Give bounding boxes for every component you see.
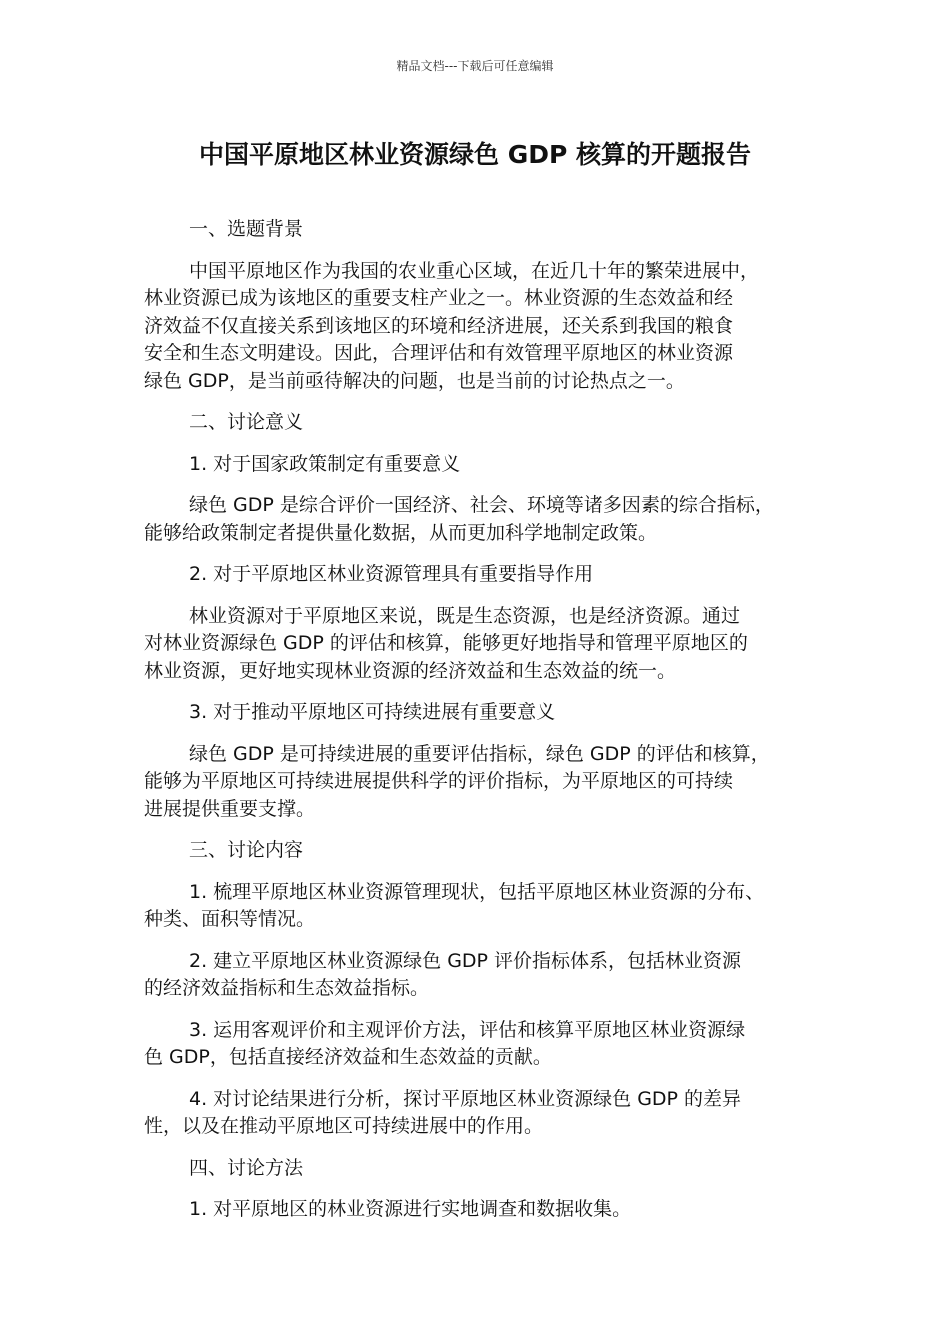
- section-heading-significance: 二、讨论意义: [189, 411, 304, 433]
- content-item-2: 2. 建立平原地区林业资源绿色 GDP 评价指标体系，包括林业资源 的经济效益指标和生态效益指标。: [144, 949, 742, 999]
- section-heading-content: 三、讨论内容: [189, 839, 304, 861]
- header-note: 精品文档---下载后可任意编辑: [396, 59, 554, 73]
- method-item-1: 1. 对平原地区的林业资源进行实地调查和数据收集。: [189, 1198, 632, 1220]
- content-item-4: 4. 对讨论结果进行分析，探讨平原地区林业资源绿色 GDP 的差异 性，以及在推动平原地区可持续进展中的作用。: [144, 1087, 742, 1137]
- content-item-1: 1. 梳理平原地区林业资源管理现状，包括平原地区林业资源的分布、 种类、面积等情况。: [144, 880, 765, 930]
- subheading-sustainability: 3. 对于推动平原地区可持续进展有重要意义: [189, 701, 556, 723]
- content-item-3: 3. 运用客观评价和主观评价方法，评估和核算平原地区林业资源绿 色 GDP，包括直接经济效益和生态效益的贡献。: [144, 1018, 746, 1068]
- paragraph-policy: 绿色 GDP 是综合评价一国经济、社会、环境等诸多因素的综合指标， 能够给政策制定者提供量化数据，从而更加科学地制定政策。: [144, 494, 774, 544]
- paragraph-sustainability: 绿色 GDP 是可持续进展的重要评估指标，绿色 GDP 的评估和核算， 能够为平原地区可持续进展提供科学的评价指标，为平原地区的可持续 进展提供重要支撑。: [144, 742, 770, 820]
- paragraph-background: 中国平原地区作为我国的农业重心区域，在近几十年的繁荣进展中， 林业资源已成为该地区的重要支柱产业之一。林业资源的生态效益和经 济效益不仅直接关系到该地区的环境和经济进展，还关系到我国的粮食 安全和生态文明建设。因此，合理评估和有效管理平原地区的林业资源 绿色 GDP，是当前亟待解决的问题，也是当前的讨论热点之一。: [144, 259, 760, 392]
- subheading-policy: 1. 对于国家政策制定有重要意义: [189, 452, 461, 475]
- subheading-management: 2. 对于平原地区林业资源管理具有重要指导作用: [189, 563, 594, 585]
- document-body: [144, 216, 824, 1224]
- paragraph-management: 林业资源对于平原地区来说，既是生态资源，也是经济资源。通过 对林业资源绿色 GDP 的评估和核算，能够更好地指导和管理平原地区的 林业资源，更好地实现林业资源的经济效益和生态效益的统一。: [144, 604, 748, 682]
- section-heading-background: 一、选题背景: [189, 218, 304, 240]
- section-heading-methods: 四、讨论方法: [189, 1156, 304, 1179]
- document-title: 中国平原地区林业资源绿色 GDP 核算的开题报告: [198, 140, 751, 169]
